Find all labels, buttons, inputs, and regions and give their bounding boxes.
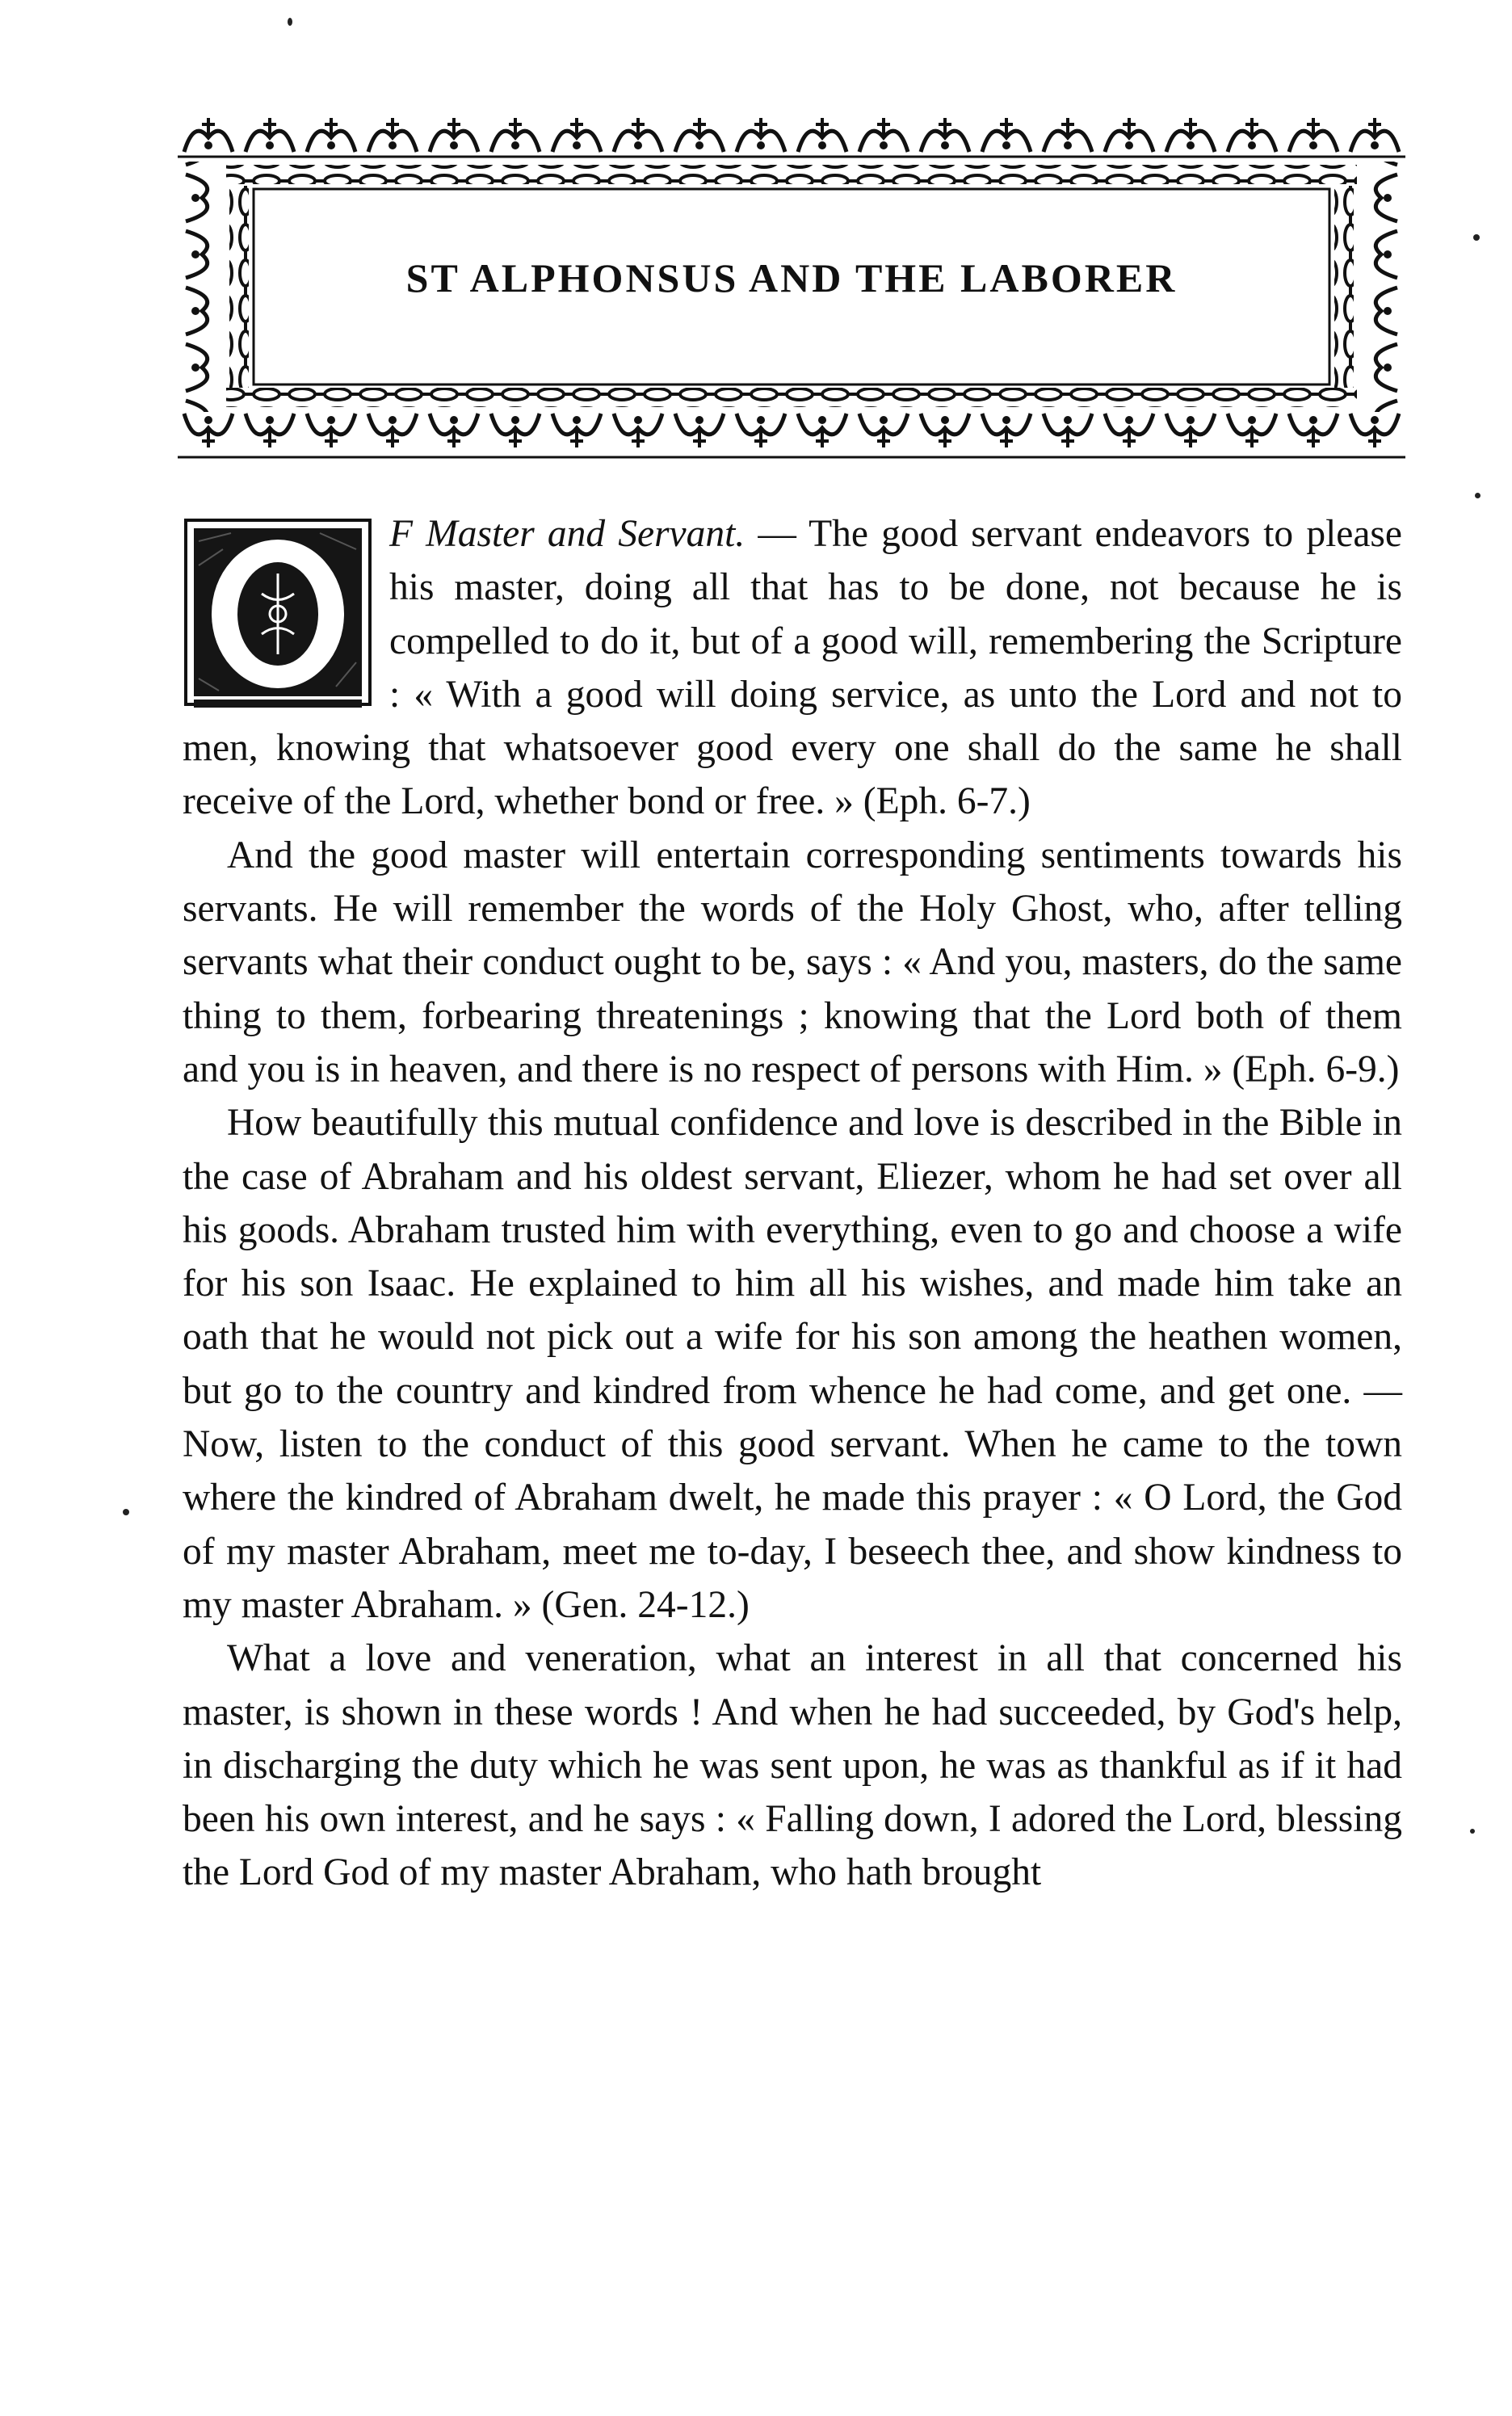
scan-speck (1475, 493, 1480, 498)
paragraph-2: And the good master will entertain corresponding sentiments towards his servants. He will remember the words of the Holy Ghost, who, after telling servants what their conduct ought to be, says : « And you, masters, do the same thing to them, forbearing threatenings ; knowing that the Lord both of them and you is in heaven, and there is no respect of persons with Him. » (Eph. 6-9.) (183, 834, 1402, 1090)
paragraph-lead: F Master and Servant. (389, 513, 746, 555)
chapter-title: ST ALPHONSUS AND THE LABORER (405, 255, 1178, 300)
drop-cap-spacer (183, 507, 389, 719)
paragraph-3: How beautifully this mutual confidence and love is described in the Bible in the case of Abraham and his oldest servant, Eliezer, whom he had set over all his goods. Abraham trusted him with everything, even to go and choose a wife for his son Isaac. He explained to him all his wishes, and made him take an oath that he would not pick out a wife for his son among the heathen women, but go to the country and kindred from whence he had come, and get one. — Now, listen to the conduct of this good servant. When he came to the town where the kindred of Abraham dwelt, he made this prayer : « O Lord, the God of my master Abraham, meet me to-day, I beseech thee, and show kindness to my master Abraham. » (Gen. 24-12.) (183, 1102, 1402, 1626)
paragraph-text: — The good servant endeavors to please his master, doing all that has to be done, not because he is compelled to do it, but of a good will, remembering the Scripture : « With a good will doing service, as unto the Lord and not to men, knowing that whatsoever good every one shall do the same he shall receive of the Lord, whether bond or free. » (Eph. 6-7.) (183, 513, 1402, 823)
body-text (183, 507, 1402, 1900)
scan-speck (123, 1509, 129, 1515)
scan-speck (1473, 234, 1480, 241)
scan-speck (1470, 1829, 1475, 1834)
scan-speck (288, 18, 292, 26)
paragraph-4: What a love and veneration, what an interest in all that concerned his master, is shown in these words ! And when he had succeeded, by God's help, in discharging the duty which he was sent upon, he was as thankful as if it had been his own interest, and he says : « Falling down, I adored the Lord, blessing the Lord God of my master Abraham, who hath brought (183, 1637, 1402, 1894)
ornamental-header-frame (178, 113, 1405, 460)
